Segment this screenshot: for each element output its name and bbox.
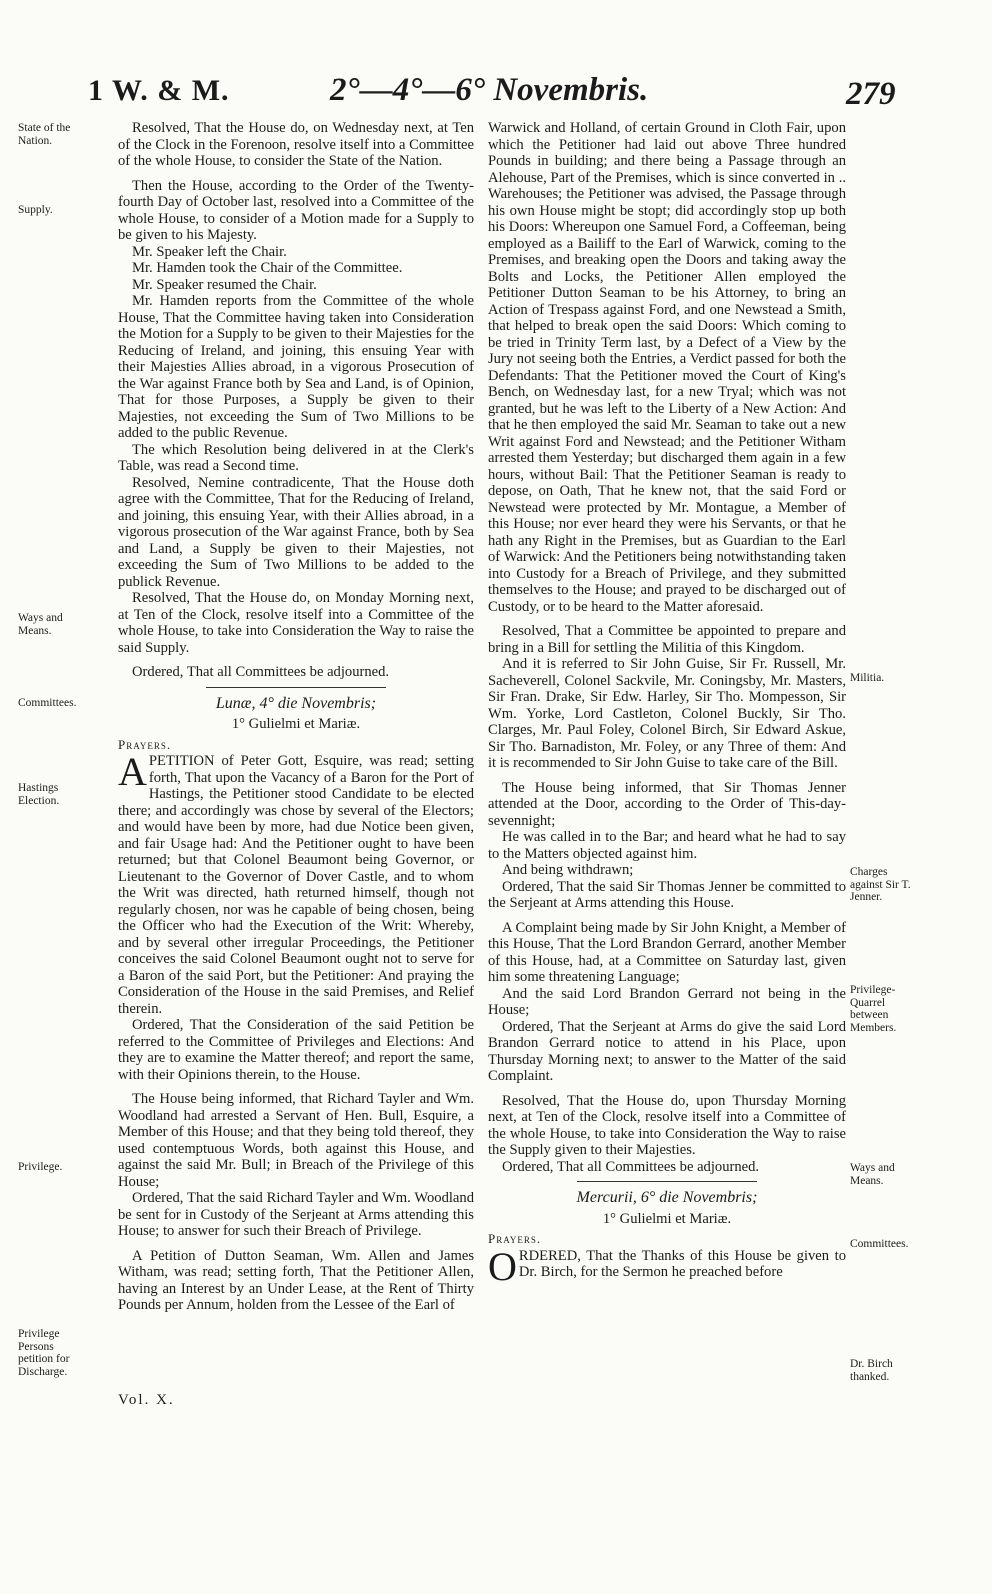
- paragraph: Mr. Hamden took the Chair of the Committee.: [132, 260, 403, 276]
- paragraph: Ordered, That the said Sir Thomas Jenner be committed to the Serjeant at Arms attending this House.: [488, 878, 846, 911]
- paragraph: Resolved, That the House do, upon Thursday Morning next, at Ten of the Clock, resolve itself into a Committee of the whole House, to take into Consideration the Way to raise the Supply given to their Majesties.: [488, 1092, 846, 1158]
- regnal-year: 1° Gulielmi et Mariæ.: [602, 1210, 732, 1227]
- paragraph: Ordered, That the Serjeant at Arms do give the said Lord Brandon Gerrard notice to attend in his Place, upon Thursday Morning next; to answer to the Matter of the said Complaint.: [488, 1018, 846, 1084]
- paragraph: The which Resolution being delivered in at the Clerk's Table, was read a Second time.: [118, 441, 474, 474]
- paragraph: The House being informed, that Richard Tayler and Wm. Woodland had arrested a Servant of Hen. Bull, Esquire, a Member of this House; and that they being told thereof, they used contemptuous Words, both against this House, and against the said Mr. Bull; in Breach of the Privilege of this House;: [118, 1091, 474, 1190]
- drop-cap: O: [488, 1243, 517, 1289]
- petition-text: PETITION of Peter Gott, Esquire, was read; setting forth, That upon the Vacancy of a Baron for the Port of Hastings, the Petitioner stood Candidate to be elected there; and accordingly was chose by several of the Electors; and would have been by more, had due Notice been given, and fair Usage had: And the Petitioner ought to have been returned; but that Colonel Beaumont being Governor, or Lieutenant to the Governor of Dover Castle, and to whom the Writ was directed, hath returned himself, though not regularly chosen, nor was he capable of being chosen, being the Officer who had the Execution of the Writ: Whereby, and by several other irregular Proceedings, the Petitioner conceives the said Colonel Beaumont ought not to serve for a Baron of the said Port, but the Petitioner: And praying the Consideration of the House in the said Premises, and Relief therein.: [118, 753, 474, 1017]
- petition-paragraph: [118, 749, 474, 1017]
- paragraph: Resolved, Nemine contradicente, That the House doth agree with the Committee, That for the Reducing of Ireland, and joining, this ensuing Year, with their Allies abroad, in a vigorous prosecution of the War against France, both by Sea and Land, a Supply be given to their Majesties, not exceeding the Sum of Two Millions to be added to the publick Revenue.: [118, 474, 474, 590]
- margin-note-committees: Committees.: [18, 697, 77, 709]
- day-heading: Lunæ, 4° die Novembris;: [215, 694, 377, 712]
- order-paragraph: [488, 1243, 846, 1289]
- running-head-regnal: 1 W. & M.: [88, 74, 230, 107]
- paragraph: And the said Lord Brandon Gerrard not being in the House;: [488, 985, 846, 1018]
- paragraph: And being withdrawn;: [502, 862, 634, 878]
- paragraph: A Complaint being made by Sir John Knight, a Member of this House, That the Lord Brandon Gerrard, another Member of this House, had, at a Committee on Saturday last, given him some threatening Language;: [488, 919, 846, 985]
- margin-note-privilege: Privilege.: [18, 1161, 63, 1173]
- drop-cap: A: [118, 749, 147, 794]
- margin-note-charges-jenner: Charges against Sir T. Jenner.: [850, 866, 911, 903]
- margin-note-hastings-election: Hastings Election.: [18, 782, 60, 807]
- page-number: 279: [846, 76, 896, 112]
- paragraph: Then the House, according to the Order of the Twenty-fourth Day of October last, resolved into a Committee of the whole House, to consider of a Motion made for a Supply to be given to his Majesty.: [118, 177, 474, 243]
- paragraph: Mr. Speaker resumed the Chair.: [132, 276, 317, 293]
- section-rule: [577, 1181, 757, 1182]
- paragraph: A Petition of Dutton Seaman, Wm. Allen and James Witham, was read; setting forth, That the Petitioner Allen, having an Interest by an Under Lease, at the Rent of Thirty Pounds per Annum, holden from the Lessee of the Earl of: [118, 1247, 474, 1313]
- paragraph: Ordered, That the Consideration of the said Petition be referred to the Committee of Privileges and Elections: And they are to examine the Matter thereof; and report the same, with their Opinions therein, to the House.: [118, 1017, 474, 1083]
- margin-note-supply: Supply.: [18, 204, 53, 216]
- day-heading: Mercurii, 6° die Novembris;: [576, 1189, 758, 1206]
- margin-note-dr-birch: Dr. Birch thanked.: [850, 1358, 893, 1383]
- margin-note-privilege-persons: Privilege Persons petition for Discharge.: [18, 1328, 70, 1378]
- margin-note-militia: Militia.: [850, 672, 885, 684]
- prayers-heading: Prayers.: [488, 1231, 542, 1246]
- regnal-year: 1° Gulielmi et Mariæ.: [231, 716, 361, 732]
- margin-note-ways-means-2: Ways and Means.: [850, 1162, 895, 1187]
- paragraph: Resolved, That the House do, on Monday Morning next, at Ten of the Clock, resolve itself into a Committee of the whole House, to take into Consideration the Way to raise the said Supply.: [118, 590, 474, 656]
- margin-note-ways-means: Ways and Means.: [18, 612, 63, 637]
- paragraph: Ordered, That all Committees be adjourned.: [132, 664, 390, 680]
- margin-note-privilege-quarrel: Privilege-Quarrel between Members.: [850, 984, 897, 1034]
- running-head-dates: 2°—4°—6° Novembris.: [330, 72, 649, 108]
- paragraph: Ordered, That the said Richard Tayler and Wm. Woodland be sent for in Custody of the Serjeant at Arms attending this House; to answer for such their Breach of Privilege.: [118, 1190, 474, 1239]
- volume-footer: Vol. X.: [118, 1392, 175, 1408]
- paragraph: He was called in to the Bar; and heard what he had to say to the Matters objected against him.: [488, 829, 846, 862]
- order-text: RDERED, That the Thanks of this House be given to Dr. Birch, for the Sermon he preached before: [518, 1247, 846, 1280]
- paragraph: And it is referred to Sir John Guise, Sir Fr. Russell, Mr. Sacheverell, Colonel Sackvile, Mr. Coningsby, Mr. Masters, Sir Fran. Drake, Sir Edw. Harley, Sir Tho. Mompesson, Sir Wm. Yorke, Lord Castleton, Colonel Buckly, Sir Tho. Clarges, Mr. Paul Foley, Colonel Birch, Sir Edward Askue, Sir Tho. Barnadiston, Mr. Foley, or any Three of them: And it is recommended to Sir John Guise to take care of the Bill.: [488, 656, 846, 771]
- left-column: [118, 120, 474, 1314]
- section-rule: [206, 687, 386, 688]
- prayers-heading: Prayers.: [118, 736, 172, 752]
- paragraph: Resolved, That a Committee be appointed to prepare and bring in a Bill for settling the Militia of this Kingdom.: [488, 623, 846, 656]
- margin-note-committees-2: Committees.: [850, 1238, 909, 1250]
- paragraph: Mr. Speaker left the Chair.: [132, 243, 287, 260]
- paragraph: The House being informed, that Sir Thomas Jenner attended at the Door, according to the Order of This-day-sevennight;: [488, 779, 846, 829]
- right-column: [488, 120, 847, 1289]
- paragraph: Ordered, That all Committees be adjourned.: [502, 1158, 760, 1175]
- paragraph: Resolved, That the House do, on Wednesday next, at Ten of the Clock in the Forenoon, resolve itself into a Committee of the whole House, to consider the State of the Nation.: [118, 120, 474, 169]
- paragraph: Warwick and Holland, of certain Ground in Cloth Fair, upon which the Petitioner had laid out above Three hundred Pounds in building; and there being a Passage through an Alehouse, Part of the Premises, which is since converted in .. Warehouses; the Petitioner was advised, the Passage through his own House might be stopt; did accordingly stop up both his Doors: Whereupon one Samuel Ford, a Coffeeman, being employed as a Bailiff to the Earl of Warwick, coming to the Premises, and breaking open the Doors and taking away the Bolts and Locks, the Petitioner Allen employed the Petitioner Dutton Seaman to be his Attorney, to bring an Action of Trespass against Ford, and one Newstead a Smith, that helped to break open the said Doors: Which coming to be tried in Trinity Term last, by a Defect of a View by the Jury not seeing both the Entries, a Verdict passed for both the Defendants: That the Petitioner moved the Court of King's Bench, on Wednesday last, for a new Tryal; which was not granted, but he was left to the Liberty of a New Action: And that he then employed the said Mr. Seaman to take out a new Writ against Ford and Newstead; and the Petitioner Witham arrested them Yesterday; but discharged them again in a few hours, without Bail: That the Petitioner Seaman is ready to depose, on Oath, That he knew not, that the said Ford or Newstead were protected by Mr. Montague, a Member of this House; nor ever heard they were his Servants, or that he hath any Right in the Premises, but as Guardian to the Earl of Warwick: And the Petitioners being notwithstanding taken into Custody for a Breach of Privilege, and they submitted themselves to the House; and prayed to be discharged out of Custody, or to be heard to the Matter aforesaid.: [488, 120, 847, 615]
- margin-note-state-of-nation: State of the Nation.: [18, 122, 71, 147]
- paragraph: Mr. Hamden reports from the Committee of the whole House, That the Committee having taken into Consideration the Motion for a Supply to be given to their Majesties for the Reducing of Ireland, and joining, this ensuing Year with their Majesties Allies abroad, in a vigorous Prosecution of the War against France both by Sea and Land, is of Opinion, That for those Purposes, a Supply be given to their Majesties, not exceeding the Sum of Two Millions to be added to the public Revenue.: [118, 293, 474, 441]
